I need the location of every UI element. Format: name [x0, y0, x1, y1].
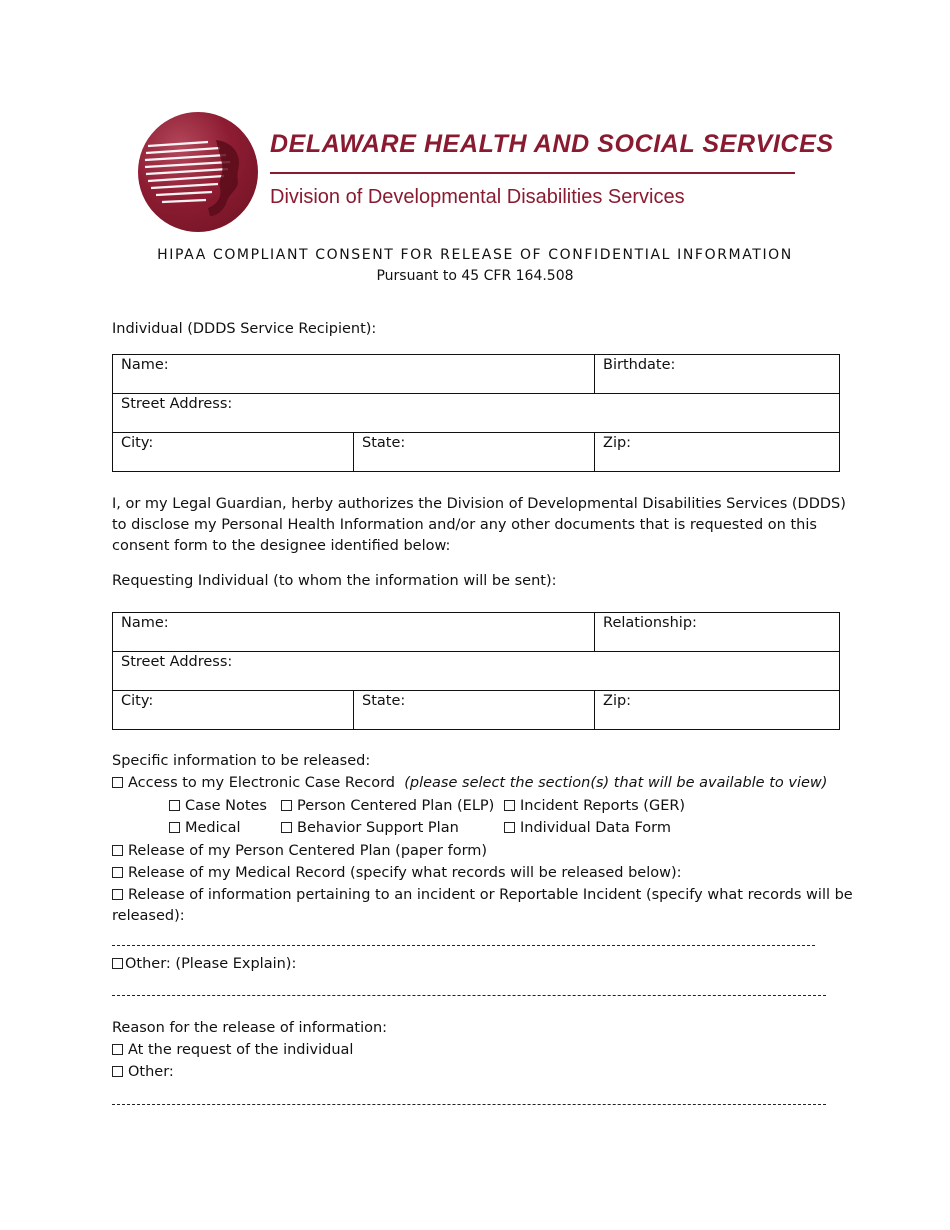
medical-checkbox[interactable] [169, 822, 180, 833]
ecr-access-label: Access to my Electronic Case Record [128, 775, 396, 791]
pcp-release-checkbox[interactable] [112, 845, 123, 856]
ecr-access-note: (please select the section(s) that will be available to view) [404, 775, 828, 791]
incident-release-option[interactable] [112, 887, 853, 903]
reason-other-checkbox[interactable] [112, 1066, 123, 1077]
requesting-city-field[interactable]: City: [113, 691, 354, 730]
case-notes-label: Case Notes [185, 798, 267, 814]
requesting-name-field[interactable]: Name: [113, 613, 595, 652]
ecr-option-behavior-support-plan[interactable] [281, 820, 459, 836]
case-notes-checkbox[interactable] [169, 800, 180, 811]
ecr-option-medical[interactable] [169, 820, 241, 836]
reason-request-label: At the request of the individual [128, 1042, 354, 1058]
individual-section-label: Individual (DDDS Service Recipient): [112, 321, 377, 337]
header-divider [270, 172, 795, 174]
ecr-access-checkbox[interactable] [112, 777, 123, 788]
pcp-release-option[interactable] [112, 843, 487, 859]
pcp-release-label: Release of my Person Centered Plan (paper form) [128, 843, 488, 859]
individual-street-field[interactable]: Street Address: [113, 394, 840, 433]
reason-other-label: Other: [128, 1064, 174, 1080]
incident-records-blank-line[interactable] [112, 945, 815, 946]
requesting-info-table [112, 612, 840, 730]
individual-city-field[interactable]: City: [113, 433, 354, 472]
behavior-support-plan-checkbox[interactable] [281, 822, 292, 833]
incident-release-checkbox[interactable] [112, 889, 123, 900]
division-name: Division of Developmental Disabilities Services [270, 186, 685, 208]
other-release-option[interactable] [112, 956, 296, 972]
ecr-access-option[interactable] [112, 775, 827, 791]
reason-other-option[interactable] [112, 1064, 174, 1080]
form-subtitle: Pursuant to 45 CFR 164.508 [376, 268, 574, 284]
other-release-checkbox[interactable] [112, 958, 123, 969]
requesting-street-field[interactable]: Street Address: [113, 652, 840, 691]
authorization-paragraph: I, or my Legal Guardian, herby authorizes the Division of Developmental Disabilities Services (DDDS) to disclose my Personal Health Information and/or any other documents that is requested on this consent form to the designee identified below: [112, 496, 846, 554]
medical-record-release-checkbox[interactable] [112, 867, 123, 878]
incident-reports-label: Incident Reports (GER) [520, 798, 686, 814]
individual-name-field[interactable]: Name: [113, 355, 595, 394]
dhss-profile-logo-icon [138, 112, 258, 232]
form-title: HIPAA COMPLIANT CONSENT FOR RELEASE OF CONFIDENTIAL INFORMATION [157, 247, 793, 263]
reason-section-label: Reason for the release of information: [112, 1020, 388, 1036]
ecr-option-individual-data-form[interactable] [504, 820, 671, 836]
agency-name: DELAWARE HEALTH AND SOCIAL SERVICES [270, 130, 834, 158]
incident-reports-checkbox[interactable] [504, 800, 515, 811]
requesting-zip-field[interactable]: Zip: [595, 691, 840, 730]
reason-other-blank-line[interactable] [112, 1104, 826, 1105]
incident-release-label-cont: released): [112, 908, 185, 924]
individual-data-form-label: Individual Data Form [520, 820, 671, 836]
medical-record-release-option[interactable] [112, 865, 682, 881]
other-release-label: Other: (Please Explain): [125, 956, 297, 972]
individual-birthdate-field[interactable]: Birthdate: [595, 355, 840, 394]
other-explain-blank-line[interactable] [112, 995, 826, 996]
individual-info-table [112, 354, 840, 472]
individual-zip-field[interactable]: Zip: [595, 433, 840, 472]
reason-request-checkbox[interactable] [112, 1044, 123, 1055]
requesting-state-field[interactable]: State: [354, 691, 595, 730]
ecr-option-case-notes[interactable] [169, 798, 267, 814]
person-centered-plan-label: Person Centered Plan (ELP) [297, 798, 495, 814]
individual-state-field[interactable]: State: [354, 433, 595, 472]
ecr-option-person-centered-plan[interactable] [281, 798, 494, 814]
incident-release-label: Release of information pertaining to an incident or Reportable Incident (specify what records will be [128, 887, 853, 903]
reason-request-option[interactable] [112, 1042, 353, 1058]
medical-record-release-label: Release of my Medical Record (specify what records will be released below): [128, 865, 682, 881]
person-centered-plan-checkbox[interactable] [281, 800, 292, 811]
medical-label: Medical [185, 820, 241, 836]
ecr-option-incident-reports[interactable] [504, 798, 685, 814]
individual-data-form-checkbox[interactable] [504, 822, 515, 833]
behavior-support-plan-label: Behavior Support Plan [297, 820, 459, 836]
requesting-section-label: Requesting Individual (to whom the information will be sent): [112, 573, 557, 589]
release-section-label: Specific information to be released: [112, 753, 371, 769]
dhss-logo [138, 112, 258, 232]
requesting-relationship-field[interactable]: Relationship: [595, 613, 840, 652]
